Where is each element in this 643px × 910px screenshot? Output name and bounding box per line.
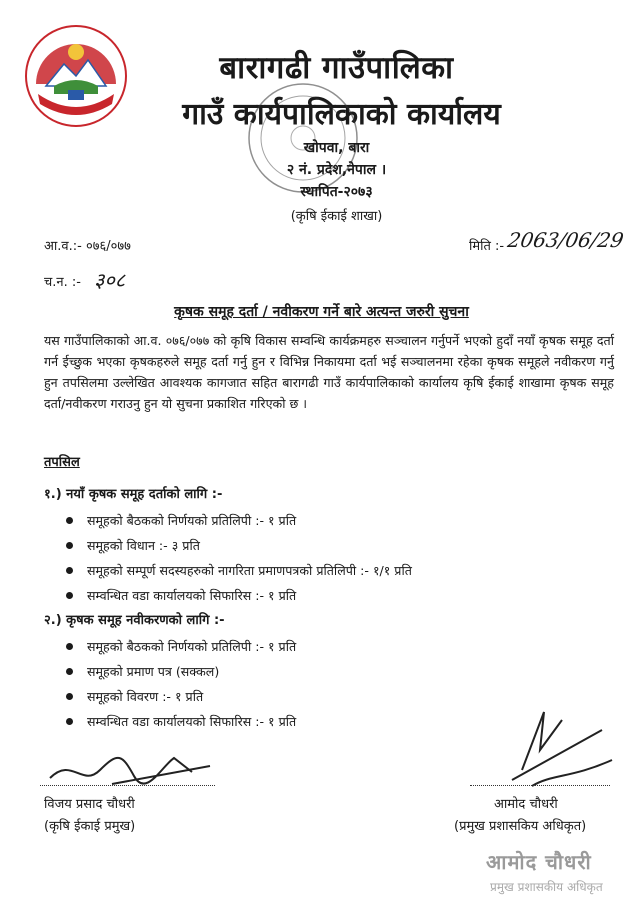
- list-item: [66, 508, 412, 533]
- bullet-icon: [66, 693, 73, 700]
- renewal-list: [66, 634, 296, 734]
- organization-name: बारागढी गाउँपालिका: [219, 50, 454, 86]
- date-label: मिति :-: [469, 239, 505, 254]
- bullet-icon: [66, 567, 73, 574]
- list-item: [66, 709, 296, 734]
- notice-subject-text: कृषक समूह दर्ता / नवीकरण गर्ने बारे अत्यन्त जरुरी सुचना: [174, 304, 469, 320]
- section-heading-new-registration: १.) नयाँ कृषक समूह दर्ताको लागि :-: [44, 487, 223, 502]
- list-item-text: सम्वन्धित वडा कार्यालयको सिफारिस :- १ प्रति: [87, 714, 297, 729]
- bullet-icon: [66, 668, 73, 675]
- list-item-text: समूहको विधान :- ३ प्रति: [87, 538, 200, 553]
- details-heading: तपसिल: [44, 455, 80, 470]
- bullet-icon: [66, 517, 73, 524]
- right-signature: [482, 700, 622, 790]
- office-name: गाउँ कार्यपालिकाको कार्यालय: [182, 97, 501, 132]
- cn-label: च.न. :-: [44, 275, 81, 290]
- notice-subject: [0, 302, 643, 321]
- bullet-icon: [66, 542, 73, 549]
- name-stamp: आमोद चौधरी: [486, 850, 592, 874]
- left-signature-line: [40, 784, 215, 786]
- list-item: [66, 533, 412, 558]
- bullet-icon: [66, 643, 73, 650]
- fiscal-year: आ.व.:- ०७६/०७७: [44, 239, 131, 254]
- date-value-handwritten: 2063/06/29: [505, 228, 626, 252]
- list-item-text: समूहको प्रमाण पत्र (सक्कल): [87, 664, 220, 679]
- bullet-icon: [66, 592, 73, 599]
- list-item-text: सम्वन्धित वडा कार्यालयको सिफारिस :- १ प्रति: [87, 588, 297, 603]
- address-line-1: खोपवा, बारा: [303, 140, 370, 156]
- list-item-text: समूहको बैठकको निर्णयको प्रतिलिपी :- १ प्रति: [87, 639, 297, 654]
- list-item: [66, 659, 296, 684]
- new-registration-list: [66, 508, 412, 608]
- left-signatory-name: विजय प्रसाद चौधरी: [44, 797, 135, 812]
- list-item-text: समूहको विवरण :- १ प्रति: [87, 689, 204, 704]
- address-line-2: २ नं. प्रदेश,नेपाल ।: [286, 162, 387, 178]
- right-signatory-role: (प्रमुख प्रशासकिय अधिकृत): [454, 819, 587, 834]
- list-item: [66, 558, 412, 583]
- cn-value-handwritten: ३०८: [94, 268, 126, 292]
- established-year: स्थापित-२०७३: [300, 184, 373, 200]
- left-signature: [42, 736, 222, 796]
- list-item-text: समूहको सम्पूर्ण सदस्यहरुको नागरिता प्रमाणपत्रको प्रतिलिपी :- १/१ प्रति: [87, 563, 412, 578]
- section-name: (कृषि ईकाई शाखा): [290, 209, 383, 224]
- left-signatory-role: (कृषि ईकाई प्रमुख): [44, 819, 136, 834]
- right-signatory-name: आमोद चौधरी: [494, 797, 558, 812]
- list-item-text: समूहको बैठकको निर्णयको प्रतिलिपी :- १ प्रति: [87, 513, 297, 528]
- list-item: [66, 684, 296, 709]
- bullet-icon: [66, 718, 73, 725]
- right-signature-line: [470, 784, 610, 786]
- list-item: [66, 583, 412, 608]
- section-heading-renewal: २.) कृषक समूह नवीकरणको लागि :-: [44, 613, 225, 628]
- notice-body: यस गाउँपालिकाको आ.व. ०७६/०७७ को कृषि विकास सम्वन्धि कार्यक्रमहरु सञ्चालन गर्नुपर्ने भएको हुदाँ नयाँ कृषक समूह दर्ता गर्न ईच्छुक भएका कृषकहरुले समूह दर्ता गर्नु हुन र विभिन्न निकायमा दर्ता भई सञ्चालनमा रहेका कृषक समूहले नवीकरण गर्नु हुन तपसिलमा उल्लेखित आवश्यक कागजात सहित बारागढी गाउँ कार्यपालिकाको कार्यालय कृषि ईकाई शाखामा कृषक समूह दर्ता/नवीकरण गराउनु हुन यो सुचना प्रकाशित गरिएको छ ।: [44, 333, 614, 411]
- name-stamp-role: प्रमुख प्रशासकीय अधिकृत: [490, 880, 603, 894]
- list-item: [66, 634, 296, 659]
